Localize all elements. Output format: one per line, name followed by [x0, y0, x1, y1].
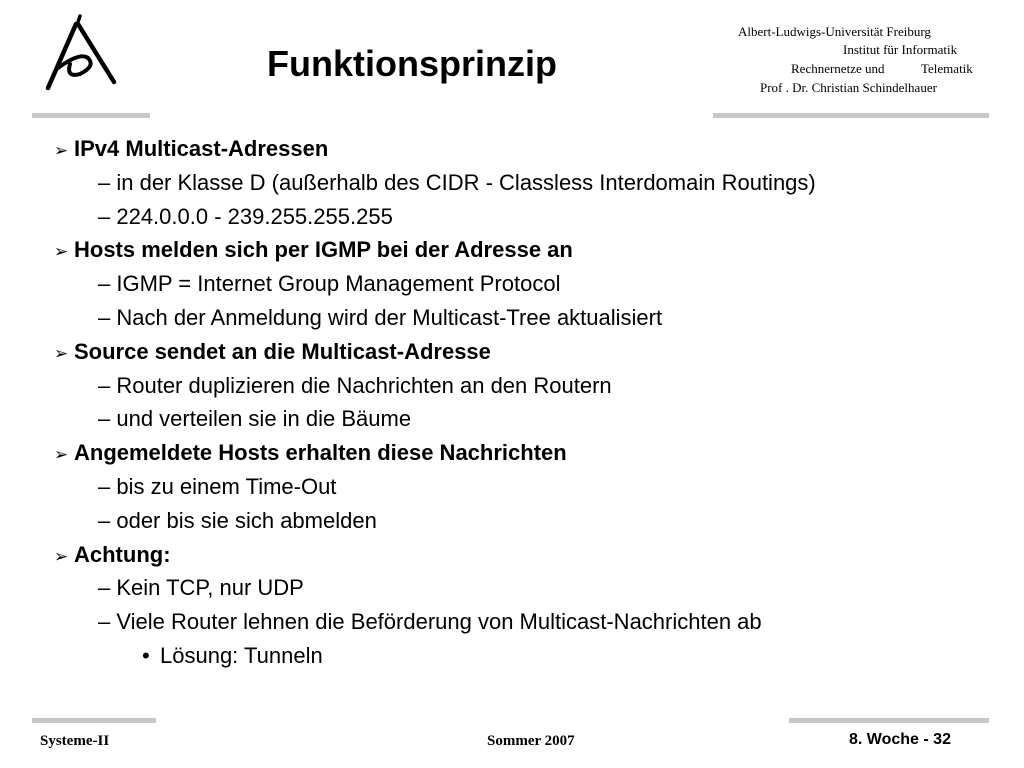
bullet-level-1 [54, 538, 1004, 572]
bullet-level-2 [54, 369, 1004, 403]
bullet-level-1 [54, 233, 1004, 267]
bullet-text: – in der Klasse D (außerhalb des CIDR - Classless Interdomain Routings) [98, 169, 816, 195]
bullet-text: IPv4 Multicast-Adressen [74, 136, 329, 161]
bullet-level-2 [54, 605, 1004, 639]
header-rule-right [713, 113, 989, 118]
university-logo-icon [36, 12, 126, 94]
bullet-text: – oder bis sie sich abmelden [98, 507, 377, 533]
bullet-text: – Nach der Anmeldung wird der Multicast-Tree aktualisiert [98, 304, 663, 330]
institution-department: Rechnernetze und [791, 61, 885, 76]
bullet-text: Lösung: Tunneln [160, 642, 323, 668]
arrow-bullet-icon: ➢ [54, 445, 69, 466]
bullet-level-1 [54, 132, 1004, 166]
bullet-level-3 [54, 639, 1004, 673]
footer-semester: Sommer 2007 [487, 733, 575, 749]
footer-page-number: 8. Woche - 32 [849, 731, 951, 748]
institution-institute: Institut für Informatik [843, 42, 958, 57]
bullet-level-2 [54, 402, 1004, 436]
bullet-level-1 [54, 335, 1004, 369]
bullet-text: Hosts melden sich per IGMP bei der Adresse an [74, 237, 573, 263]
institution-university: Albert-Ludwigs-Universität Freiburg [738, 24, 931, 39]
bullet-level-2 [54, 571, 1004, 605]
institution-department-suffix: Telematik [921, 61, 973, 76]
bullet-text: – und verteilen sie in die Bäume [98, 406, 412, 432]
bullet-text: – Router duplizieren die Nachrichten an den Routern [98, 372, 612, 398]
bullet-level-2 [54, 200, 1004, 234]
footer-rule-left [32, 718, 156, 723]
bullet-text: Angemeldete Hosts erhalten diese Nachrichten [74, 440, 567, 466]
arrow-bullet-icon: ➢ [54, 546, 69, 567]
dot-bullet-icon: • [142, 642, 150, 668]
bullet-text: Achtung: [74, 541, 171, 567]
bullet-text: – 224.0.0.0 - 239.255.255.255 [98, 203, 393, 229]
bullet-text: – Kein TCP, nur UDP [98, 575, 304, 601]
bullet-text: Source sendet an die Multicast-Adresse [74, 338, 491, 364]
bullet-list [54, 132, 1004, 673]
bullet-text: – bis zu einem Time-Out [98, 473, 337, 499]
slide-title: Funktionsprinzip [267, 43, 557, 84]
bullet-level-1 [54, 436, 1004, 470]
bullet-level-2 [54, 504, 1004, 538]
institution-professor: Prof . Dr. Christian Schindelhauer [760, 80, 937, 95]
footer-course: Systeme-II [40, 733, 110, 749]
bullet-level-2 [54, 470, 1004, 504]
bullet-level-2 [54, 301, 1004, 335]
header-rule-left [32, 113, 150, 118]
bullet-level-2 [54, 166, 1004, 200]
footer-rule-right [789, 718, 989, 723]
bullet-text: – Viele Router lehnen die Beförderung von Multicast-Nachrichten ab [98, 609, 762, 635]
bullet-level-2 [54, 267, 1004, 301]
bullet-text: – IGMP = Internet Group Management Protocol [98, 271, 561, 297]
arrow-bullet-icon: ➢ [54, 141, 69, 161]
arrow-bullet-icon: ➢ [54, 343, 69, 364]
arrow-bullet-icon: ➢ [54, 242, 69, 263]
